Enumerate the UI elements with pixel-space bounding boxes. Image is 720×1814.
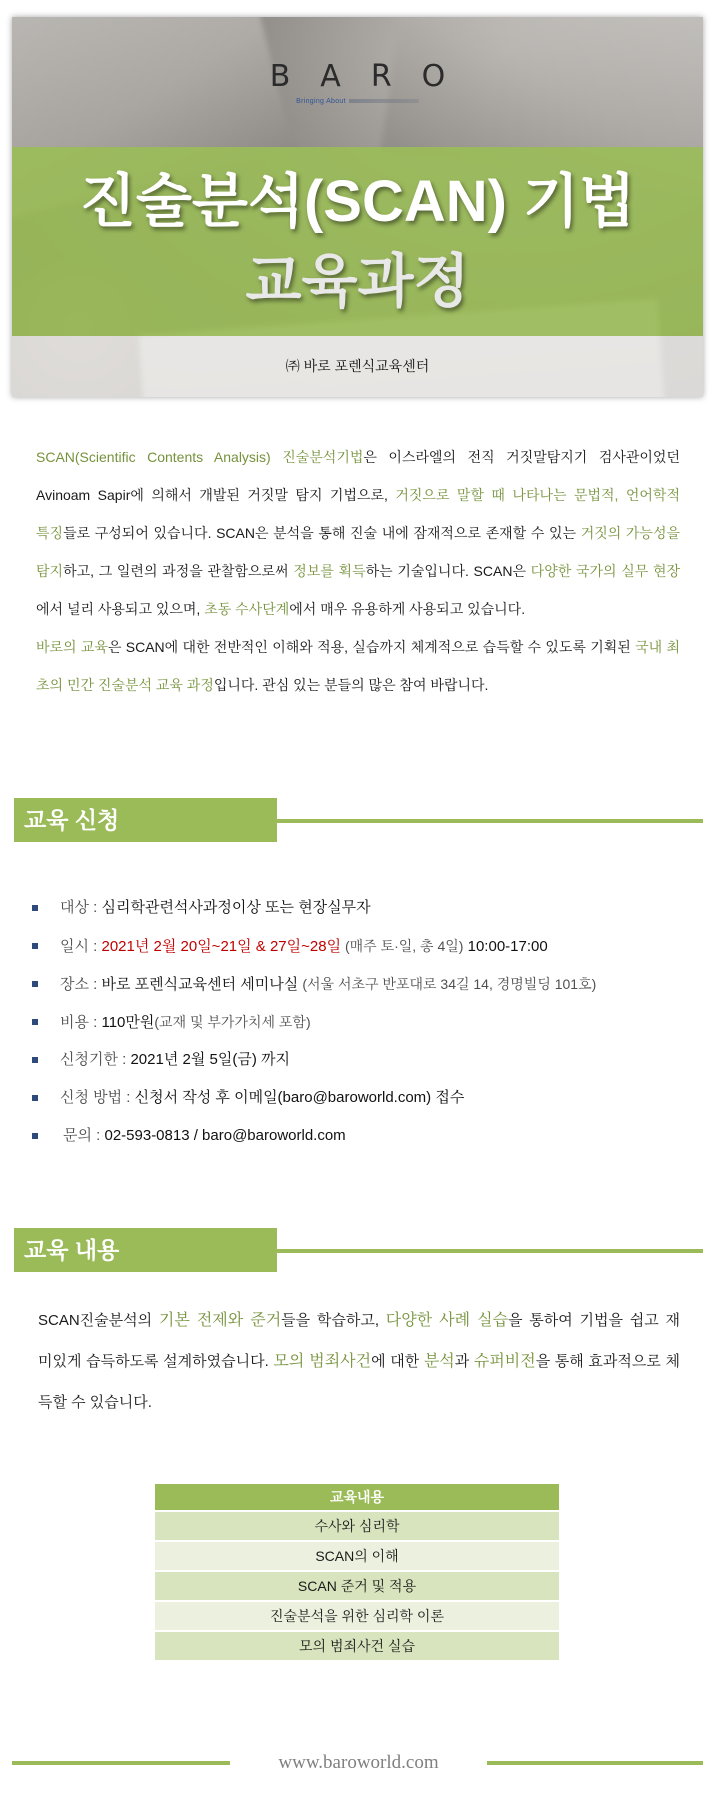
- intro-highlight-text: 국내 최: [635, 639, 680, 655]
- content-line: [38, 1300, 680, 1341]
- footer-divider-left: [12, 1761, 230, 1765]
- logo-letter-o: O: [421, 59, 446, 94]
- website-link[interactable]: www.baroworld.com: [278, 1752, 439, 1773]
- item-label: 문의 :: [63, 1127, 105, 1144]
- intro-text: 하는 기술입니다. SCAN은: [365, 563, 531, 579]
- course-title-second-line: 교육과정: [245, 249, 470, 314]
- bullet-icon: [32, 1019, 38, 1025]
- hero-banner: [12, 17, 703, 397]
- bullet-icon: [32, 1057, 38, 1063]
- content-text: 들을 학습하고,: [281, 1312, 386, 1329]
- intro-highlight-text: 바로의 교육: [36, 639, 108, 655]
- item-label: 장소 :: [60, 976, 102, 993]
- list-item-method: [0, 1079, 720, 1117]
- section-divider: [277, 1249, 703, 1253]
- item-value: 심리학관련석사과정이상 또는 현장실무자: [101, 899, 371, 916]
- item-label: 대상 :: [60, 899, 102, 916]
- intro-text: 하고, 그 일련의 과정을 관찰함으로써: [63, 563, 294, 579]
- list-item-venue: [0, 965, 720, 1003]
- intro-line: [36, 666, 680, 704]
- item-note: (매주 토·일, 총 4일): [341, 938, 464, 954]
- list-item-deadline: [0, 1041, 720, 1079]
- content-text: SCAN진술분석의: [38, 1312, 159, 1329]
- content-highlight-text: 슈퍼비전: [473, 1353, 536, 1370]
- logo-letter-b: B: [269, 59, 291, 94]
- organizer-strip: [12, 336, 703, 397]
- content-line: [38, 1382, 680, 1423]
- list-item-schedule: [0, 927, 720, 965]
- content-highlight-text: 다양한 사례 실습: [385, 1312, 509, 1329]
- intro-line: [36, 552, 680, 590]
- intro-highlight-text: SCAN(Scientific Contents Analysis) 진술분석기법: [36, 449, 364, 465]
- intro-highlight-text: 특징: [36, 525, 64, 541]
- logo-tagline-row: [12, 97, 703, 107]
- content-text: 을 통해 효과적으로 체: [535, 1353, 680, 1370]
- item-value: 바로 포렌식교육센터 세미나실: [101, 976, 303, 993]
- table-row: 모의 범죄사건 실습: [155, 1630, 559, 1660]
- logo-letter-r: R: [370, 59, 392, 94]
- item-value: 110만원: [101, 1014, 155, 1031]
- item-note: (교재 및 부가가치세 포함): [154, 1014, 311, 1030]
- item-label: 비용 :: [60, 1014, 102, 1031]
- intro-line: [36, 438, 680, 476]
- bullet-icon: [32, 981, 38, 987]
- intro-text: 은 SCAN에 대한 전반적인 이해와 적용, 실습까지 체계적으로 습득할 수 있도록 기획된: [107, 639, 636, 655]
- logo-wordmark: [12, 57, 703, 97]
- table-header: 교육내용: [155, 1484, 559, 1510]
- item-value: 2021년 2월 5일(금) 까지: [130, 1051, 290, 1068]
- table-row: SCAN 준거 및 적용: [155, 1570, 559, 1600]
- registration-list: [0, 889, 720, 1155]
- curriculum-table: [155, 1484, 559, 1660]
- intro-line: [36, 476, 680, 514]
- bullet-icon: [32, 943, 38, 949]
- list-item-target: [0, 889, 720, 927]
- organizer-name: ㈜ 바로 포렌식교육센터: [285, 358, 430, 374]
- bullet-icon: [32, 1095, 38, 1101]
- baro-logo: [12, 57, 703, 107]
- contact-value: 02-593-0813 / baro@baroworld.com: [104, 1127, 346, 1144]
- list-item-fee: [0, 1003, 720, 1041]
- list-item-contact: [0, 1117, 720, 1155]
- item-label: 일시 :: [60, 938, 102, 955]
- intro-line: [36, 590, 680, 628]
- intro-line: [36, 514, 680, 552]
- table-row: 진술분석을 위한 심리학 이론: [155, 1600, 559, 1630]
- content-highlight-text: 기본 전제와 준거: [158, 1312, 282, 1329]
- logo-letter-a: A: [320, 59, 341, 94]
- schedule-dates: 2021년 2월 20일~21일 & 27일~28일: [101, 938, 342, 955]
- intro-highlight-text: 다양한 국가의 실무 현장: [530, 563, 680, 579]
- bullet-icon: [32, 905, 38, 911]
- content-paragraph: [38, 1300, 680, 1423]
- logo-tagline: Bringing About: [296, 98, 346, 105]
- item-note: (서울 서초구 반포대로 34길 14, 경명빌딩 101호): [302, 976, 597, 992]
- content-text: 에 대한: [371, 1353, 424, 1370]
- title-band: [12, 147, 703, 336]
- content-heading-box: [14, 1228, 277, 1272]
- item-label: 신청 방법 :: [60, 1089, 135, 1106]
- registration-heading-box: [14, 798, 277, 842]
- content-text: 득할 수 있습니다.: [38, 1394, 152, 1411]
- intro-highlight-text: 초동 수사단계: [204, 601, 290, 617]
- intro-text: 은 이스라엘의 전직 거짓말탐지기 검사관이었던: [363, 449, 680, 465]
- content-text: 미있게 습득하도록 설계하였습니다.: [38, 1353, 274, 1370]
- logo-tagline-illegible: [349, 99, 419, 103]
- content-heading: 교육 내용: [24, 1237, 120, 1263]
- intro-highlight-text: 초의 민간 진술분석 교육 과정: [36, 677, 214, 693]
- intro-highlight-text: 정보를 획득: [293, 563, 366, 579]
- registration-heading: 교육 신청: [24, 807, 120, 833]
- intro-paragraph: [36, 438, 680, 704]
- course-title: 진술분석(SCAN) 기법: [79, 169, 636, 234]
- intro-line: [36, 628, 680, 666]
- intro-highlight-text: 탐지: [36, 563, 64, 579]
- intro-text: 에서 널리 사용되고 있으며,: [36, 601, 205, 617]
- content-highlight-text: 모의 범죄사건: [273, 1353, 372, 1370]
- footer-divider-right: [487, 1761, 703, 1765]
- content-text: 을 통하여 기법을 쉽고 재: [508, 1312, 680, 1329]
- intro-highlight-text: 거짓의 가능성을: [580, 525, 680, 541]
- intro-text: 에서 매우 유용하게 사용되고 있습니다.: [289, 601, 526, 617]
- content-line: [38, 1341, 680, 1382]
- intro-highlight-text: 거짓으로 말할 때 나타나는 문법적, 언어학적: [395, 487, 680, 503]
- content-text: 과: [454, 1353, 474, 1370]
- intro-text: 들로 구성되어 있습니다. SCAN은 분석을 통해 진술 내에 잠재적으로 존재할 수 있는: [63, 525, 581, 541]
- item-value: 신청서 작성 후 이메일(baro@baroworld.com) 접수: [134, 1089, 465, 1106]
- schedule-time: 10:00-17:00: [463, 938, 548, 955]
- bullet-icon: [32, 1133, 38, 1139]
- content-highlight-text: 분석: [423, 1353, 455, 1370]
- section-divider: [277, 819, 703, 823]
- item-label: 신청기한 :: [60, 1051, 131, 1068]
- table-row: 수사와 심리학: [155, 1510, 559, 1540]
- intro-text: Avinoam Sapir에 의해서 개발된 거짓말 탐지 기법으로,: [36, 487, 396, 503]
- table-row: SCAN의 이해: [155, 1540, 559, 1570]
- intro-text: 입니다. 관심 있는 분들의 많은 참여 바랍니다.: [213, 677, 489, 693]
